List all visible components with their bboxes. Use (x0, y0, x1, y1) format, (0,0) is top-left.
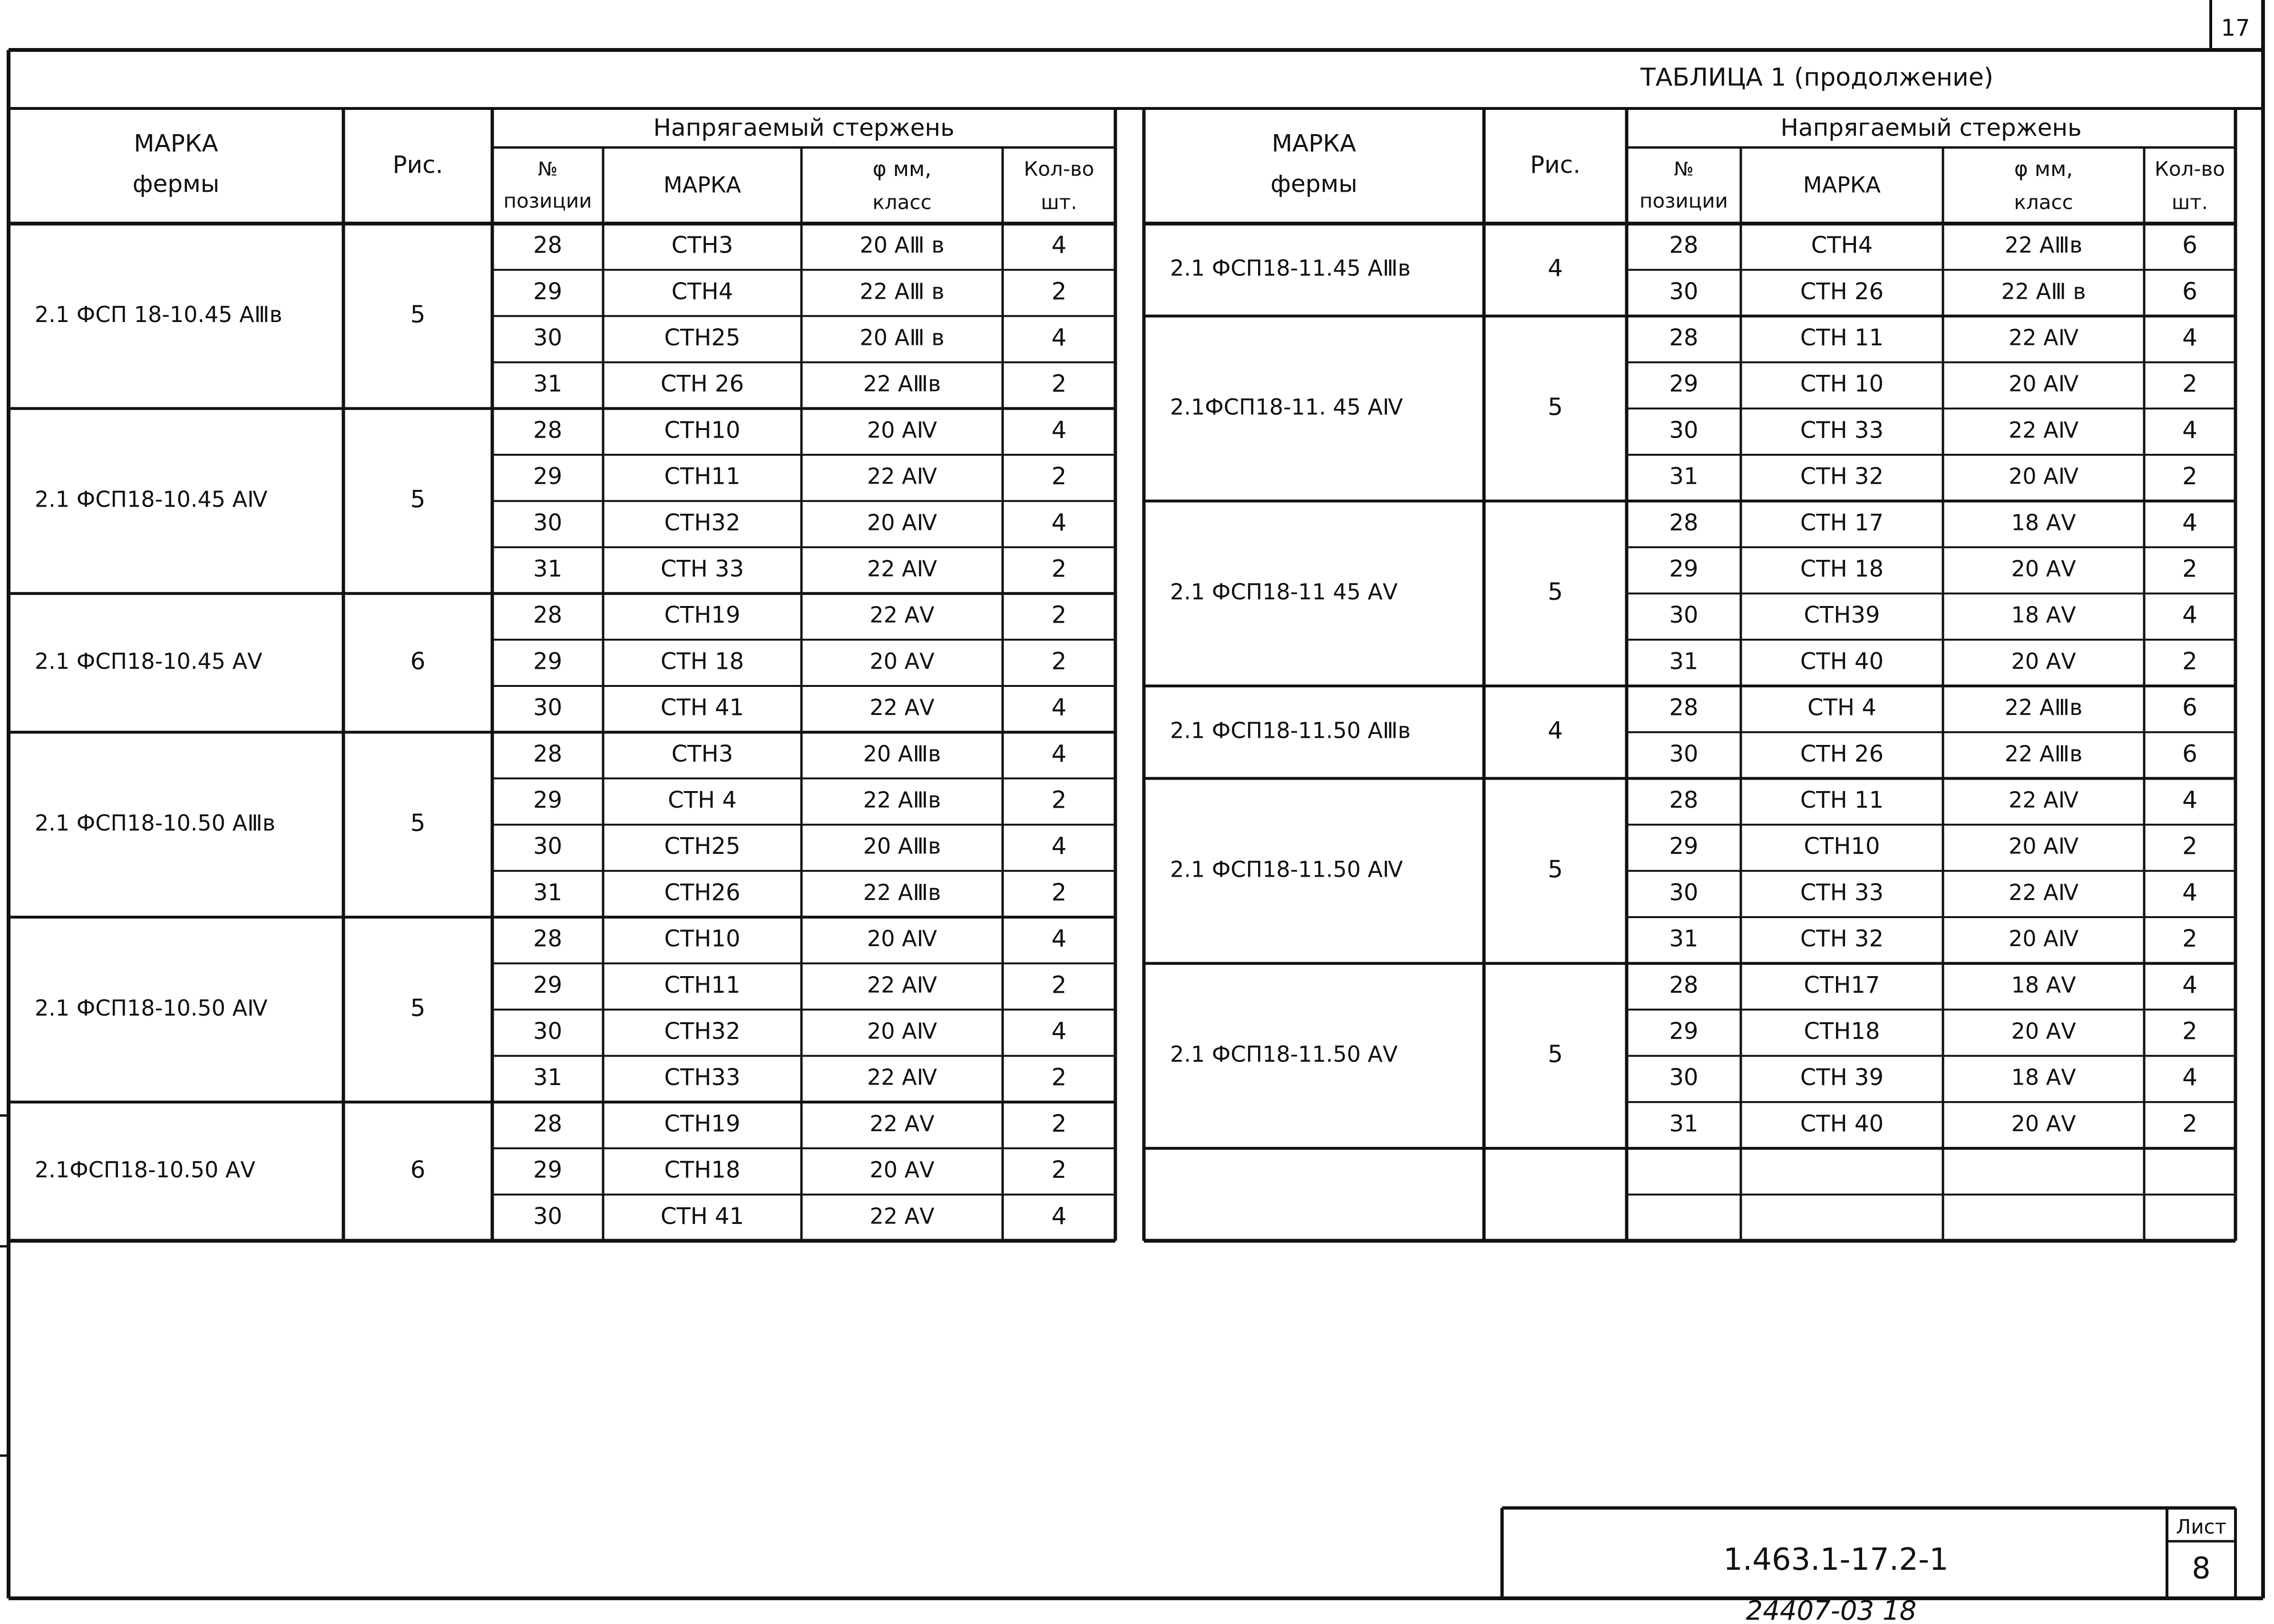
header-position: позиции (1640, 189, 1728, 213)
diameter-class-cell: 22 АⅢ в (859, 278, 945, 304)
page-number: 17 (2221, 15, 2250, 41)
farm-mark-cell: 2.1 ФСП18-11.50 АⅢв (1170, 717, 1411, 744)
position-cell: 30 (1669, 1064, 1698, 1091)
diameter-class-cell: 22 АⅣ (2008, 324, 2079, 351)
diameter-class-cell: 20 АⅢ в (859, 232, 945, 258)
quantity-cell: 2 (1051, 786, 1067, 814)
quantity-cell: 2 (2182, 925, 2197, 953)
rod-mark-cell: СТН 39 (1800, 1064, 1884, 1091)
diameter-class-cell: 22 АⅤ (869, 695, 935, 721)
diameter-class-cell: 20 АⅤ (2011, 1110, 2076, 1136)
position-cell: 28 (533, 417, 563, 444)
rod-mark-cell: СТН 41 (660, 694, 744, 721)
rod-mark-cell: СТН 26 (660, 371, 744, 398)
position-cell: 29 (1669, 1018, 1698, 1045)
position-cell: 29 (533, 1156, 563, 1184)
quantity-cell: 2 (1051, 370, 1067, 398)
diameter-class-cell: 20 АⅣ (867, 417, 937, 443)
quantity-cell: 4 (2182, 1063, 2197, 1091)
quantity-cell: 4 (2182, 971, 2197, 999)
diameter-class-cell: 20 АⅣ (867, 926, 937, 952)
position-cell: 31 (533, 879, 563, 906)
quantity-cell: 4 (2182, 601, 2197, 629)
quantity-cell: 4 (2182, 509, 2197, 537)
diameter-class-cell: 20 АⅢв (863, 833, 941, 859)
quantity-cell: 6 (2182, 277, 2197, 305)
quantity-cell: 4 (1051, 694, 1067, 722)
figure-number-cell: 5 (410, 809, 426, 837)
quantity-cell: 2 (1051, 462, 1067, 490)
header-mark-farm: фермы (1270, 170, 1357, 198)
diameter-class-cell: 20 АⅤ (2011, 1018, 2076, 1044)
position-cell: 31 (533, 1064, 563, 1091)
diameter-class-cell: 20 АⅤ (869, 648, 935, 674)
quantity-cell: 4 (2182, 416, 2197, 444)
rod-mark-cell: СТН 11 (1800, 324, 1884, 351)
position-cell: 30 (1669, 740, 1698, 767)
rod-mark-cell: СТН18 (664, 1156, 741, 1184)
diameter-class-cell: 22 АⅣ (867, 556, 937, 582)
position-cell: 30 (533, 509, 563, 536)
rod-mark-cell: СТН32 (664, 509, 741, 536)
diameter-class-cell: 20 АⅢв (863, 741, 941, 767)
quantity-cell: 4 (1051, 323, 1067, 352)
diameter-class-cell: 22 АⅤ (869, 1110, 935, 1136)
rod-mark-cell: СТН 26 (1800, 278, 1884, 305)
diameter-class-cell: 20 АⅣ (2008, 926, 2079, 952)
position-cell: 30 (533, 694, 563, 721)
header-mark-farm: МАРКА (1271, 129, 1357, 157)
position-cell: 31 (1669, 463, 1698, 490)
farm-mark-cell: 2.1 ФСП 18-10.45 АⅢв (35, 301, 283, 327)
position-cell: 28 (533, 925, 563, 952)
quantity-cell: 4 (1051, 832, 1067, 860)
quantity-cell: 4 (2182, 786, 2197, 814)
position-cell: 30 (1669, 417, 1698, 444)
header-diameter-class: класс (872, 190, 932, 214)
quantity-cell: 4 (1051, 925, 1067, 953)
farm-mark-cell: 2.1 ФСП18-10.45 АⅤ (35, 648, 263, 674)
quantity-cell: 4 (1051, 1017, 1067, 1045)
header-position: № (537, 158, 558, 180)
quantity-cell: 2 (2182, 1109, 2197, 1137)
quantity-cell: 2 (2182, 555, 2197, 583)
header-diameter-class: φ мм, (872, 157, 932, 181)
diameter-class-cell: 18 АⅤ (2011, 1064, 2076, 1090)
diameter-class-cell: 22 АⅢв (863, 787, 941, 813)
quantity-cell: 2 (1051, 555, 1067, 583)
rod-mark-cell: СТН 33 (660, 556, 744, 582)
rod-mark-cell: СТН4 (1811, 232, 1873, 259)
quantity-cell: 2 (1051, 1156, 1067, 1184)
position-cell: 28 (1669, 787, 1698, 813)
rod-mark-cell: СТН19 (664, 602, 741, 629)
quantity-cell: 4 (1051, 416, 1067, 444)
figure-number-cell: 6 (410, 647, 426, 675)
position-cell: 31 (1669, 925, 1698, 952)
diameter-class-cell: 22 АⅣ (2008, 787, 2079, 813)
position-cell: 28 (1669, 509, 1698, 536)
rod-mark-cell: СТН 41 (660, 1203, 744, 1230)
diameter-class-cell: 20 АⅤ (2011, 648, 2076, 674)
quantity-cell: 2 (1051, 971, 1067, 999)
rod-mark-cell: СТН 33 (1800, 879, 1884, 906)
position-cell: 28 (1669, 971, 1698, 998)
document-code: 1.463.1-17.2-1 (1723, 1542, 1949, 1577)
rod-mark-cell: СТН19 (664, 1110, 741, 1137)
diameter-class-cell: 20 АⅣ (867, 509, 937, 536)
quantity-cell: 2 (2182, 370, 2197, 398)
position-cell: 28 (1669, 694, 1698, 721)
rod-mark-cell: СТН 10 (1800, 371, 1884, 398)
diameter-class-cell: 22 АⅣ (867, 1064, 937, 1090)
diameter-class-cell: 18 АⅤ (2011, 509, 2076, 536)
diameter-class-cell: 20 АⅣ (2008, 371, 2079, 397)
rod-mark-cell: СТН 11 (1800, 787, 1884, 813)
header-rod-mark: МАРКА (663, 172, 742, 198)
position-cell: 30 (1669, 879, 1698, 906)
rod-mark-cell: СТН 40 (1800, 1110, 1884, 1137)
diameter-class-cell: 20 АⅤ (869, 1157, 935, 1183)
header-rod-group: Напрягаемый стержень (653, 114, 955, 142)
header-position: № (1674, 158, 1694, 180)
quantity-cell: 2 (1051, 601, 1067, 629)
diameter-class-cell: 18 АⅤ (2011, 602, 2076, 628)
table-caption: ТАБЛИЦА 1 (продолжение) (1640, 63, 1994, 92)
position-cell: 29 (533, 787, 563, 813)
rod-mark-cell: СТН 32 (1800, 463, 1884, 490)
header-quantity: шт. (1041, 190, 1077, 214)
diameter-class-cell: 20 АⅢ в (859, 324, 945, 351)
position-cell: 28 (533, 602, 563, 629)
rod-mark-cell: СТН 4 (1807, 694, 1876, 721)
diameter-class-cell: 22 АⅢв (863, 879, 941, 905)
quantity-cell: 4 (2182, 323, 2197, 352)
diameter-class-cell: 22 АⅣ (2008, 417, 2079, 443)
diameter-class-cell: 20 АⅤ (2011, 556, 2076, 582)
position-cell: 31 (533, 556, 563, 582)
position-cell: 30 (1669, 602, 1698, 629)
position-cell: 28 (1669, 324, 1698, 351)
rod-mark-cell: СТН 40 (1800, 648, 1884, 675)
diameter-class-cell: 22 АⅢв (2004, 695, 2083, 721)
farm-mark-cell: 2.1 ФСП18-11.45 АⅢв (1170, 255, 1411, 281)
rod-mark-cell: СТН11 (664, 971, 741, 998)
diameter-class-cell: 20 АⅣ (2008, 463, 2079, 489)
header-mark-farm: фермы (132, 170, 220, 198)
footer-stamp: 24407-03 18 (1746, 1595, 1917, 1624)
position-cell: 29 (533, 463, 563, 490)
rod-mark-cell: СТН33 (664, 1064, 741, 1091)
rod-mark-cell: СТН 17 (1800, 509, 1884, 536)
header-position: позиции (503, 189, 592, 213)
rod-mark-cell: СТН32 (664, 1018, 741, 1045)
position-cell: 29 (533, 971, 563, 998)
rod-mark-cell: СТН25 (664, 324, 741, 351)
rod-mark-cell: СТН10 (664, 417, 741, 444)
farm-mark-cell: 2.1 ФСП18-10.50 АⅣ (35, 995, 268, 1021)
diameter-class-cell: 18 АⅤ (2011, 972, 2076, 998)
header-mark-farm: МАРКА (134, 129, 218, 157)
figure-number-cell: 5 (1548, 578, 1563, 606)
rod-mark-cell: СТН10 (1804, 833, 1880, 860)
diameter-class-cell: 20 АⅣ (2008, 833, 2079, 859)
position-cell: 28 (533, 740, 563, 767)
position-cell: 30 (533, 324, 563, 351)
farm-mark-cell: 2.1ФСП18-11. 45 АⅣ (1170, 394, 1403, 420)
position-cell: 28 (533, 1110, 563, 1137)
farm-mark-cell: 2.1 ФСП18-10.50 АⅢв (35, 810, 275, 836)
quantity-cell: 2 (1051, 878, 1067, 906)
diameter-class-cell: 22 АⅢв (863, 371, 941, 397)
diameter-class-cell: 22 АⅢ в (2001, 278, 2086, 304)
diameter-class-cell: 22 АⅤ (869, 602, 935, 628)
quantity-cell: 6 (2182, 694, 2197, 722)
farm-mark-cell: 2.1ФСП18-10.50 АⅤ (35, 1157, 255, 1183)
quantity-cell: 2 (1051, 277, 1067, 305)
position-cell: 29 (1669, 556, 1698, 582)
header-quantity: Кол-во (2155, 157, 2225, 181)
header-fig: Рис. (392, 151, 443, 179)
quantity-cell: 2 (1051, 1063, 1067, 1091)
rod-mark-cell: СТН 18 (1800, 556, 1884, 582)
quantity-cell: 2 (2182, 462, 2197, 490)
rod-mark-cell: СТН4 (671, 278, 733, 305)
rod-mark-cell: СТН26 (664, 879, 741, 906)
position-cell: 31 (1669, 648, 1698, 675)
quantity-cell: 4 (1051, 509, 1067, 537)
quantity-cell: 2 (2182, 1017, 2197, 1045)
figure-number-cell: 5 (410, 300, 426, 328)
position-cell: 29 (1669, 833, 1698, 860)
quantity-cell: 6 (2182, 740, 2197, 768)
rod-mark-cell: СТН3 (671, 740, 733, 767)
quantity-cell: 6 (2182, 231, 2197, 259)
quantity-cell: 2 (2182, 832, 2197, 860)
position-cell: 31 (1669, 1110, 1698, 1137)
rod-mark-cell: СТН18 (1804, 1018, 1880, 1045)
position-cell: 31 (533, 371, 563, 398)
diameter-class-cell: 22 АⅣ (867, 463, 937, 489)
position-cell: 29 (533, 278, 563, 305)
position-cell: 28 (533, 232, 563, 259)
quantity-cell: 4 (1051, 1202, 1067, 1230)
diameter-class-cell: 20 АⅣ (867, 1018, 937, 1044)
quantity-cell: 2 (2182, 647, 2197, 675)
position-cell: 30 (533, 833, 563, 860)
diameter-class-cell: 22 АⅤ (869, 1203, 935, 1229)
diameter-class-cell: 22 АⅣ (2008, 879, 2079, 905)
figure-number-cell: 5 (1548, 855, 1563, 883)
rod-mark-cell: СТН11 (664, 463, 741, 490)
quantity-cell: 4 (1051, 231, 1067, 259)
rod-mark-cell: СТН 18 (660, 648, 744, 675)
header-rod-group: Напрягаемый стержень (1780, 114, 2082, 142)
rod-mark-cell: СТН39 (1804, 602, 1880, 629)
header-diameter-class: класс (2014, 190, 2073, 214)
quantity-cell: 2 (1051, 647, 1067, 675)
figure-number-cell: 5 (1548, 1040, 1563, 1068)
diameter-class-cell: 22 АⅣ (867, 972, 937, 998)
rod-mark-cell: СТН 32 (1800, 925, 1884, 952)
header-diameter-class: φ мм, (2014, 157, 2073, 181)
quantity-cell: 4 (1051, 740, 1067, 768)
figure-number-cell: 4 (1548, 254, 1563, 282)
quantity-cell: 2 (1051, 1109, 1067, 1137)
header-quantity: шт. (2171, 190, 2208, 214)
farm-mark-cell: 2.1 ФСП18-11 45 АⅤ (1170, 579, 1398, 605)
farm-mark-cell: 2.1 ФСП18-11.50 АⅤ (1170, 1041, 1398, 1067)
figure-number-cell: 4 (1548, 716, 1563, 744)
diameter-class-cell: 22 АⅢв (2004, 232, 2083, 258)
quantity-cell: 4 (2182, 878, 2197, 906)
position-cell: 28 (1669, 232, 1698, 259)
position-cell: 29 (1669, 371, 1698, 398)
figure-number-cell: 5 (410, 485, 426, 513)
diameter-class-cell: 22 АⅢв (2004, 741, 2083, 767)
rod-mark-cell: СТН 33 (1800, 417, 1884, 444)
position-cell: 30 (1669, 278, 1698, 305)
position-cell: 30 (533, 1018, 563, 1045)
figure-number-cell: 6 (410, 1156, 426, 1184)
rod-mark-cell: СТН25 (664, 833, 741, 860)
figure-number-cell: 5 (410, 994, 426, 1022)
rod-mark-cell: СТН3 (671, 232, 733, 259)
sheet-number: 8 (2192, 1551, 2211, 1585)
rod-mark-cell: СТН 4 (668, 787, 737, 813)
rod-mark-cell: СТН 26 (1800, 740, 1884, 767)
figure-number-cell: 5 (1548, 393, 1563, 421)
header-quantity: Кол-во (1024, 157, 1094, 181)
position-cell: 30 (533, 1203, 563, 1230)
rod-mark-cell: СТН10 (664, 925, 741, 952)
rod-mark-cell: СТН17 (1804, 971, 1880, 998)
header-fig: Рис. (1530, 151, 1581, 179)
sheet-label: Лист (2176, 1515, 2227, 1538)
header-rod-mark: МАРКА (1803, 172, 1881, 198)
farm-mark-cell: 2.1 ФСП18-11.50 АⅣ (1170, 856, 1403, 882)
farm-mark-cell: 2.1 ФСП18-10.45 АⅣ (35, 486, 268, 512)
position-cell: 29 (533, 648, 563, 675)
